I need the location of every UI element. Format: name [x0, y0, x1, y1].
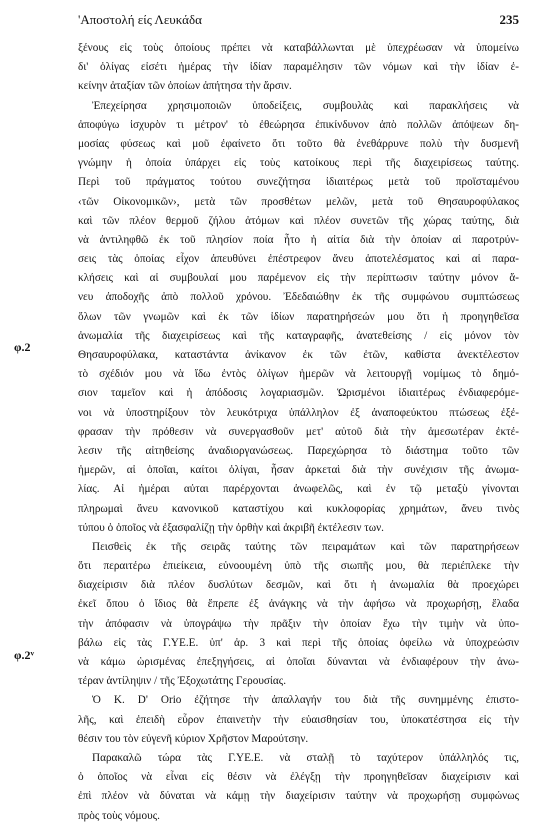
text-line: νὰ ἀντιληφθῶ ἐκ τοῦ πλησίον ποία ἦτο ἡ αἰτία διὰ τὴν ὁποίαν αἱ παροτρύν- — [78, 233, 519, 246]
text-line: τὸ σχέδιόν μου νὰ ἴδω ἐντὸς ὀλίγων ἡμερῶν νὰ λειτουργῇ νομίμως τὸ δημό- — [78, 368, 519, 381]
text-line: νευ ἀποδοχῆς ἀπὸ πολλοῦ χρόνου. Ἐδεδαιώθην ἐκ τῆς συμφώνου συμπτώσεως — [78, 291, 519, 304]
text-line: ἀποφύγω ἰσχυρὸν τι μέτρον' τὸ ἐθεώρησα ἐπικίνδυνον ἀπὸ πολλῶν ἀπόψεων δη- — [78, 118, 519, 131]
text-line: σεις τὰς ὁποίας εἶχον ἀπευθύνει ἐπέστρεφον ἄνευ ἀποτελέσματος καὶ αἱ παρα- — [78, 253, 519, 266]
text-line: Θησαυροφύλακα, καταστάντα ἀνίκανον ἐκ τῶν ἐτῶν, καθίστα ἀνεκτέλεστον — [78, 349, 519, 361]
text-line: Περὶ τοῦ πράγματος τούτου συνεζήτησα ἰδιαιτέρως μετὰ τοῦ προϊσταμένου — [78, 176, 519, 189]
text-line: ὅλων τῶν γνωμῶν καὶ ἐκ τῶν ἰδίων παρατηρήσεών μου ὅτι ἡ προηγηθεῖσα — [78, 310, 519, 323]
text-line: γνώμην ἡ ὁποία ὑπάρχει εἰς τοὺς κατοίκους περὶ τῆς διαχειρίσεως ταύτης. — [78, 157, 519, 170]
text-line: μοσίας φύσεως καὶ μοῦ ἐφαίνετο ὅτι τοῦτο θὰ ἐνεθάρρυνε πολὺ τὴν δυσμενῆ — [78, 137, 519, 150]
text-line: λῆς, καὶ ἐπειδὴ εὗρον ἐπαινετὴν τὴν εὐαισθησίαν του, ὑποκατέστησα εἰς τὴν — [78, 713, 519, 726]
page-header — [78, 12, 519, 30]
text-line: τύπου ὁ ὁποῖος νὰ ἐξασφαλίζῃ τὴν ὀρθὴν καὶ ἀκριβῆ ἐκτέλεσιν των. — [78, 521, 384, 534]
text-line: νὰ κάμω ὡρισμένας ἐπεξηγήσεις, αἱ ὁποῖαι δύνανται νὰ ἐνδιαφέρουν τὴν ἀνω- — [78, 656, 519, 668]
text-line: ἐπὶ πλέον νὰ δύναται νὰ κάμῃ τὴν διαχείρισιν ταύτην νὰ προχωρήσῃ συμφώνως — [78, 790, 519, 803]
text-line: νοι νὰ ὑποστηρίξουν τὸν λευκότριχα ὑπάλληλον ἐξ ἀναποφεύκτου πτώσεως ἐξέ- — [78, 406, 519, 419]
text-line: κλήσεις καὶ αἱ συμβουλαί μου παρέμενον εἰς τὴν περίπτωσιν ταύτην μόνον ἄ- — [78, 272, 519, 285]
text-line: ἡμερῶν, αἱ ὁποῖαι, καίτοι ὀλίγαι, ἦσαν ἀρκεταὶ διὰ τὴν συνέχισιν τῆς ἀνωμα- — [78, 464, 519, 477]
text-line: φρασαν τὴν πρόθεσιν νὰ συνεργασθοῦν μετ' αὐτοῦ διὰ τὴν ἀμεσωτέραν ἐκτέ- — [78, 425, 519, 438]
text-line: πληρωμαὶ ἄνευ κανονικοῦ καταστίχου καὶ κυκλοφορίας χρημάτων, ἄνευ τινὸς — [78, 502, 519, 515]
text-line: ‹τῶν Οἰκονομικῶν›, μετὰ τῶν προσθέτων μελῶν, μετὰ τοῦ Θησαυροφύλακος — [78, 195, 519, 208]
margin-note-folio-verso: φ.2ᵛ — [14, 648, 35, 662]
text-line: τέραν ἀντίληψιν / τῆς Ἐξοχωτάτης Γερουσίας. — [78, 675, 287, 688]
page-number: 235 — [499, 12, 519, 27]
text-line: ὁ ὁποῖος νὰ εἶναι εἰς θέσιν νὰ ἐλέγξῃ τὴν προηγηθεῖσαν διαχείρισιν καὶ — [78, 771, 519, 784]
running-title: 'Αποστολή είς Λευκάδα — [78, 12, 202, 27]
margin-note-folio: φ.2 — [14, 340, 31, 354]
text-line: λεσιν τῆς αἰτηθείσης ἀναδιοργανώσεως. Παρεχώρησα τὸ διάστημα τοῦτο τῶν — [78, 444, 519, 457]
text-line: τὴν ἀπόφασιν νὰ ὑπογράψω τὴν πρᾶξιν τὴν ὁποίαν ἔχω τὴν τιμὴν νὰ ὑπο- — [78, 617, 519, 630]
text-line: Ἐπεχείρησα χρησιμοποιῶν ὑποδείξεις, συμβουλὰς καὶ παρακλήσεις νὰ — [92, 99, 519, 112]
text-line: βάλω εἰς τὰς Γ.ΥΕ.Ε. ὑπ' ἀρ. 3 καὶ περὶ τῆς ὁποίας ὀφείλω νὰ ὑποχρεώσιν — [78, 636, 519, 649]
text-line: ξένους εἰς τοὺς ὁποίους πρέπει νὰ καταβάλλωνται μὲ ὑπεχρέωσαν νὰ ὑπομείνω — [78, 42, 519, 54]
text-line: πρὸς τοὺς νόμους. — [78, 809, 160, 822]
text-line: θέσιν του τὸν εὐγενῆ κύριον Χρῆστον Μαρούτσην. — [78, 732, 309, 745]
text-line: Πεισθεὶς ἐκ τῆς σειρᾶς ταύτης τῶν πειραμάτων καὶ τῶν παρατηρήσεων — [92, 540, 519, 553]
text-line: σιον ταμεῖον καὶ ἡ ἀπόδοσις λογαριασμῶν. Ὡρισμένοι ἰδιαιτέρως ἐνδιαφερόμε- — [78, 387, 519, 400]
text-line: λίας. Αἱ ἡμέραι αὐται παρέρχονται ἀνωφελῶς, καὶ ἐν τῷ μεταξὺ γίνονται — [78, 483, 519, 496]
text-line: καὶ τῶν πλέον θερμοῦ ζήλου ἀτόμων καὶ πλέον συνετῶν τῆς χώρας ταύτης, διὰ — [78, 214, 519, 227]
text-line: δι' ὀλίγας εἰσέτι ἡμέρας τὴν ἰδίαν παραμέλησιν τῶν νόμων καὶ τὴν ἰδίαν ἐ- — [78, 61, 519, 74]
text-line: ὅτι περαιτέρω ἐπιείκεια, εὐνοουμένη ὑπὸ τῆς σιωπῆς μου, θὰ περιέπλεκε τὴν — [78, 560, 519, 573]
text-line: ἀνωμαλία τῆς διαχειρίσεως καὶ τῆς καταγραφῆς, ἀνατεθείσης / εἰς μόνον τὸν — [78, 329, 519, 342]
body-text — [78, 39, 519, 826]
text-line: ἐκεῖ ὅπου ὁ ἴδιος θὰ ἔπρεπε ἐξ ἀνάγκης νὰ τὴν ἀφήσω νὰ προχωρήσῃ, ἔλαδα — [78, 598, 519, 611]
text-line: διαχείρισιν διὰ πλέον δυσλύτων δεσμῶν, καὶ ὅτι ἡ ἀνωμαλία θὰ προεχώρει — [78, 579, 519, 592]
text-line: Ὁ Κ. D' Orio ἐζήτησε τὴν ἀπαλλαγήν του διὰ τῆς συνημμένης ἐπιστο- — [92, 694, 519, 707]
text-line: κείνην ἀταξίαν τῶν ὁποίων ἀπήτησα τὴν ἄρσιν. — [78, 80, 292, 93]
text-line: Παρακαλῶ τώρα τὰς Γ.ΥΕ.Ε. νὰ σταλῇ τὸ ταχύτερον ὑπάλληλός τις, — [92, 751, 519, 764]
